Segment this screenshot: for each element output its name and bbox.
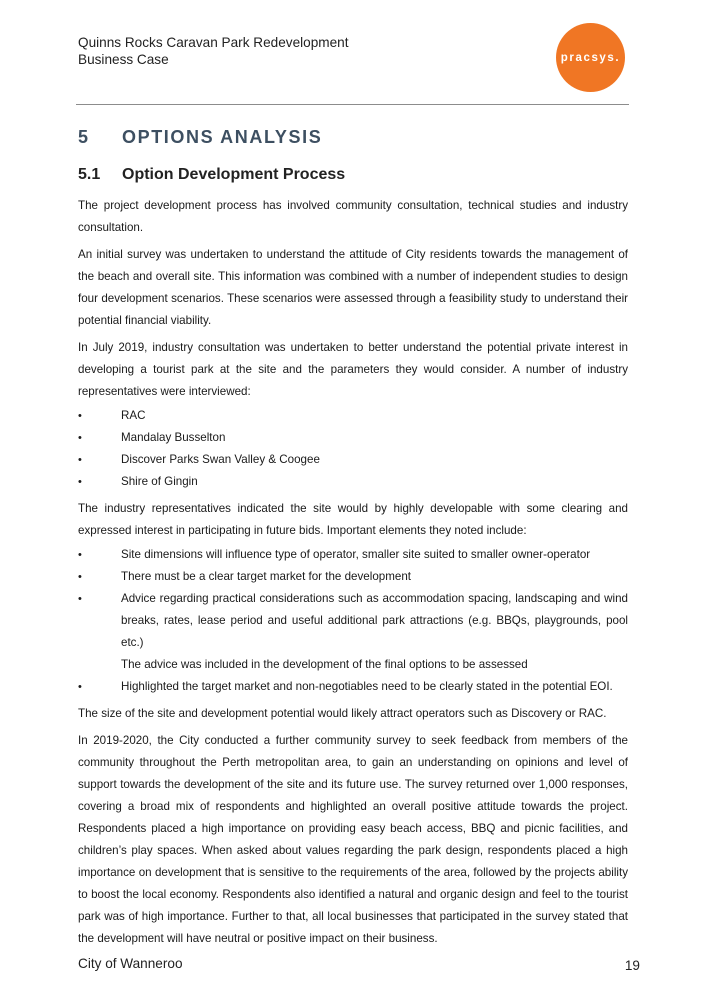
bullet-icon: •	[78, 593, 82, 605]
subsection-title: Option Development Process	[122, 166, 346, 183]
section-number: 5	[78, 126, 90, 147]
pracsys-logo	[556, 23, 625, 92]
bullet-icon: •	[78, 549, 82, 561]
important-elements-list	[78, 544, 628, 698]
paragraph-initial-survey: An initial survey was undertaken to understand the attitude of City residents towards the management of the beach and overall site. This information was combined with a number of independent studies to design four development scenarios. These scenarios were assessed through a feasibility study to understand their potential financial viability.	[78, 248, 628, 327]
list-item: • Discover Parks Swan Valley & Coogee	[78, 449, 628, 471]
subsection-heading	[78, 164, 628, 186]
header-divider	[76, 104, 629, 105]
bullet-icon: •	[78, 681, 82, 693]
bullet-icon: •	[78, 476, 82, 488]
list-item: • There must be a clear target market for the development	[78, 566, 628, 588]
paragraph-operators: The size of the site and development potential would likely attract operators such as Discovery or RAC.	[78, 707, 607, 720]
subsection-number: 5.1	[78, 166, 101, 183]
representatives-list	[78, 405, 628, 493]
list-item: • Shire of Gingin	[78, 471, 628, 493]
paragraph-industry-consultation: In July 2019, industry consultation was undertaken to better understand the potential private interest in developing a tourist park at the site and the parameters they would consider. A number of industry representatives were interviewed:	[78, 341, 628, 398]
paragraph-intro: The project development process has involved community consultation, technical studies and industry consultation.	[78, 199, 628, 234]
document-header	[78, 34, 349, 68]
section-heading	[78, 125, 628, 149]
page-content	[78, 125, 628, 950]
bullet-icon: •	[78, 410, 82, 422]
paragraph-community-survey: In 2019-2020, the City conducted a further community survey to seek feedback from members of the community throughout the Perth metropolitan area, to gain an understanding on opinions and level of support towards the development of the site and its future use. The survey returned over 1,000 responses, covering a broad mix of respondents and highlighted an overall positive attitude towards the project. Respondents placed a high importance on providing easy beach access, BBQ and picnic facilities, and children’s play spaces. When asked about values regarding the park design, respondents placed a high importance on development that is sensitive to the requirements of the area, followed by the projects ability to boost the local economy. Respondents also identified a natural and organic design and feel to the tourist park was of high importance. Further to that, all local businesses that participated in the survey stated that the development will have neutral or positive impact on their business.	[78, 734, 628, 945]
list-item: • Highlighted the target market and non-negotiables need to be clearly stated in the potential EOI.	[78, 676, 628, 698]
list-item: • Advice regarding practical considerations such as accommodation spacing, landscaping and wind breaks, rates, lease period and useful additional park attractions (e.g. BBQs, playgrounds, pool etc.) The advice was included in the development of the final options to be assessed	[78, 588, 628, 676]
section-title: OPTIONS ANALYSIS	[122, 126, 323, 147]
bullet-icon: •	[78, 432, 82, 444]
page-number: 19	[624, 958, 640, 973]
bullet-icon: •	[78, 454, 82, 466]
header-title: Quinns Rocks Caravan Park Redevelopment	[78, 35, 349, 50]
list-item-note: The advice was included in the development of the final options to be assessed	[121, 658, 528, 671]
list-item: • Mandalay Busselton	[78, 427, 628, 449]
list-item: • RAC	[78, 405, 628, 427]
list-item: • Site dimensions will influence type of operator, smaller site suited to smaller owner-operator	[78, 544, 628, 566]
paragraph-representatives-feedback: The industry representatives indicated the site would by highly developable with some clearing and expressed interest in participating in future bids. Important elements they noted include:	[78, 502, 628, 537]
logo-text: pracsys.	[560, 51, 621, 64]
footer-organisation: City of Wanneroo	[78, 956, 183, 971]
bullet-icon: •	[78, 571, 82, 583]
header-subtitle: Business Case	[78, 52, 169, 67]
